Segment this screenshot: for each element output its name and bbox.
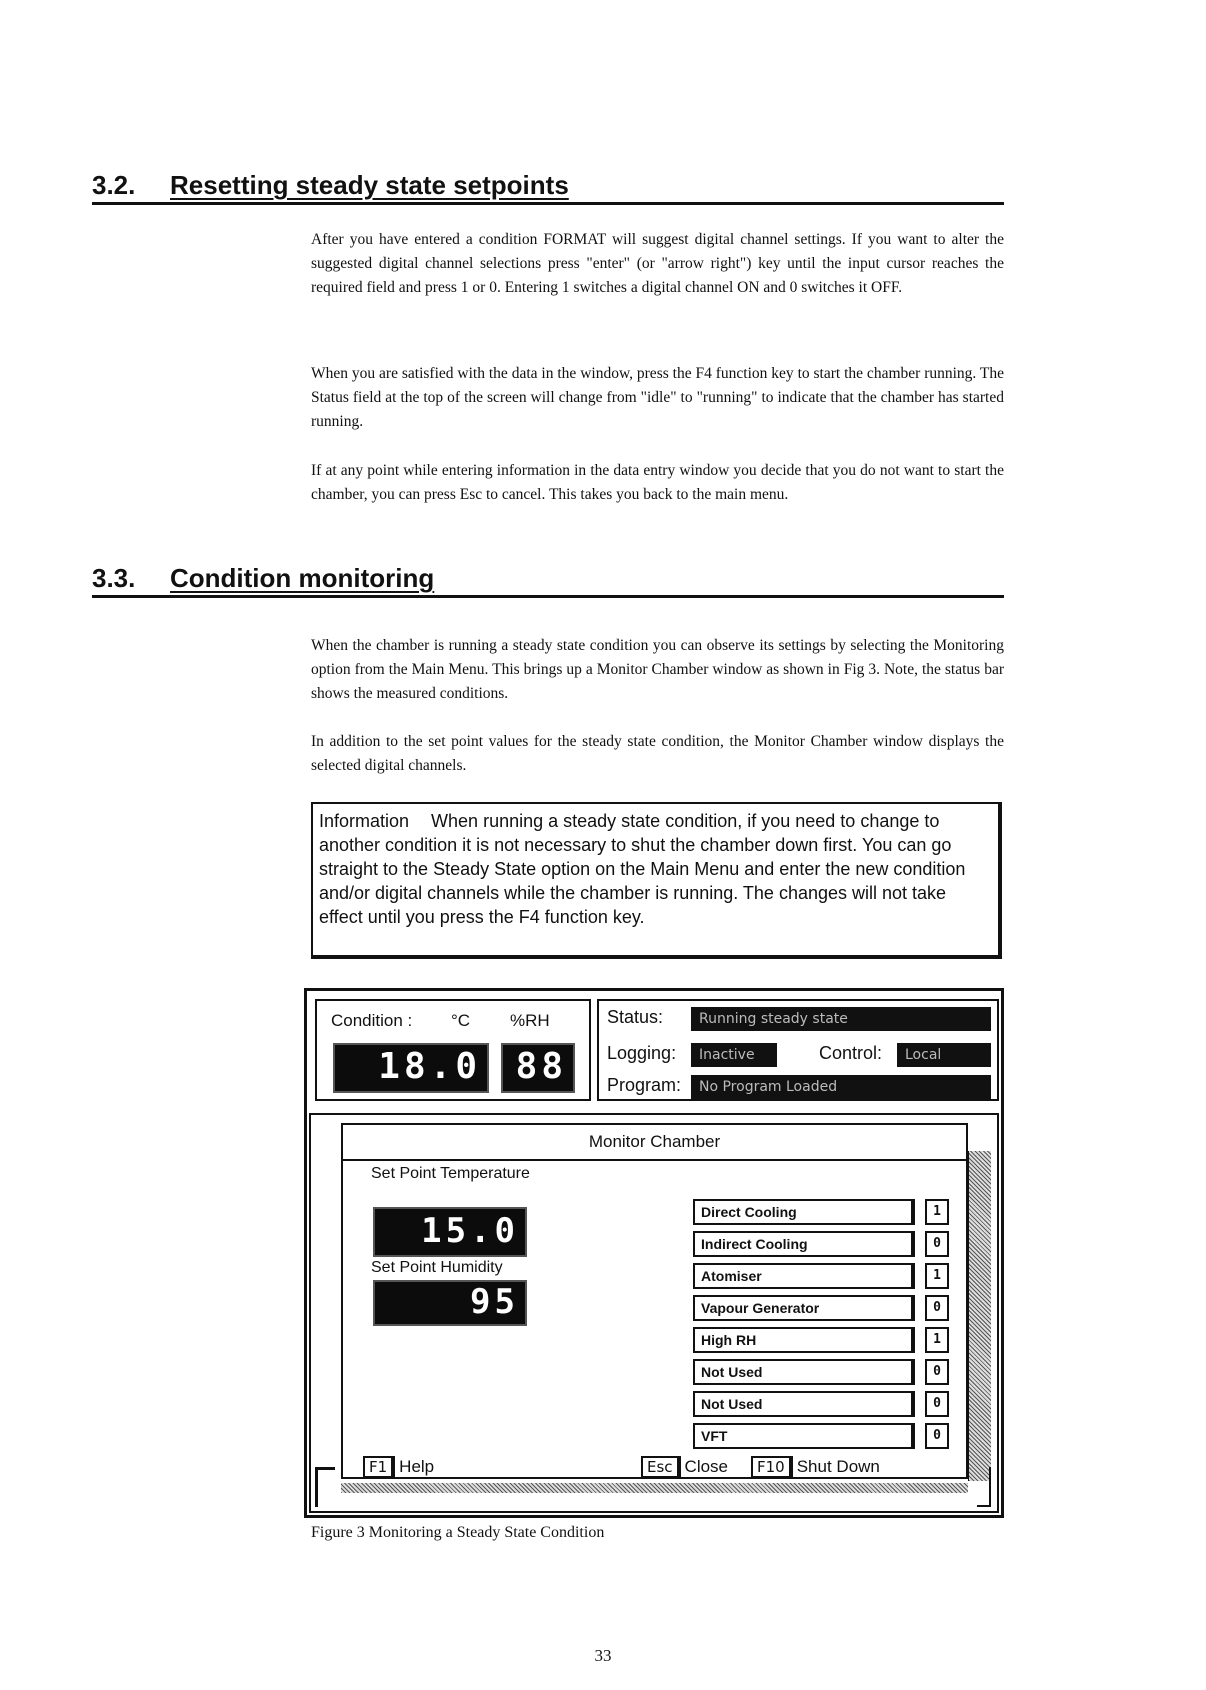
shutdown-label: Shut Down xyxy=(796,1457,880,1476)
window-corner-left xyxy=(315,1467,335,1507)
paragraph: If at any point while entering information in the data entry window you decide that you do not want to start the chamber, you can press Esc to cancel. This takes you back to the main menu. xyxy=(311,462,1004,503)
section-title: Condition monitoring xyxy=(170,563,435,593)
status-panel xyxy=(597,999,999,1101)
channel-name: Vapour Generator xyxy=(693,1295,915,1321)
paragraph: After you have entered a condition FORMAT will suggest digital channel settings. If you want to alter the suggested digital channel selections press "enter" (or "arrow right") key until the input cursor reaches the required field and press 1 or 0. Entering 1 switches a digital channel ON and 0 switches it OFF. xyxy=(311,231,1004,296)
channel-name: Atomiser xyxy=(693,1263,915,1289)
help-command[interactable] xyxy=(363,1453,434,1481)
unit-celsius: °C xyxy=(451,1011,471,1030)
channel-value[interactable]: 1 xyxy=(925,1199,949,1225)
control-label: Control: xyxy=(819,1043,883,1063)
monitor-outer-frame xyxy=(309,1113,999,1513)
info-label: Information xyxy=(319,811,410,831)
section-heading-3-2 xyxy=(92,170,1004,205)
channel-name: High RH xyxy=(693,1327,915,1353)
program-value: No Program Loaded xyxy=(691,1075,991,1099)
monitor-window-title: Monitor Chamber xyxy=(343,1125,966,1161)
program-label: Program: xyxy=(607,1075,682,1095)
help-label: Help xyxy=(399,1457,435,1476)
function-key-bar xyxy=(341,1453,968,1481)
set-point-humidity-label: Set Point Humidity xyxy=(371,1259,503,1276)
channel-name: Not Used xyxy=(693,1391,915,1417)
figure-caption: Figure 3 Monitoring a Steady State Condition xyxy=(311,1524,605,1541)
channel-value[interactable]: 0 xyxy=(925,1423,949,1449)
section-title: Resetting steady state setpoints xyxy=(170,170,569,200)
channel-value[interactable]: 1 xyxy=(925,1263,949,1289)
channel-value[interactable]: 0 xyxy=(925,1359,949,1385)
window-corner-right xyxy=(977,1467,991,1507)
section-number: 3.2. xyxy=(92,170,136,200)
horizontal-scrollbar[interactable] xyxy=(341,1483,968,1493)
set-point-humidity-display: 95 xyxy=(373,1280,527,1326)
channel-value[interactable]: 0 xyxy=(925,1231,949,1257)
humidity-display: 88 xyxy=(501,1043,575,1093)
close-label: Close xyxy=(684,1457,729,1476)
channel-name: Direct Cooling xyxy=(693,1199,915,1225)
monitor-chamber-window xyxy=(341,1123,968,1479)
channel-name: Indirect Cooling xyxy=(693,1231,915,1257)
control-value: Local xyxy=(897,1043,991,1067)
temperature-display: 18.0 xyxy=(333,1043,489,1093)
monitor-screenshot xyxy=(304,988,1004,1518)
condition-label: Condition : xyxy=(331,1011,413,1030)
section-number: 3.3. xyxy=(92,563,136,593)
channel-value[interactable]: 1 xyxy=(925,1327,949,1353)
section-heading-3-3 xyxy=(92,563,1004,598)
paragraph: In addition to the set point values for the steady state condition, the Monitor Chamber window displays the selected digital channels. xyxy=(311,733,1004,774)
set-point-temperature-label: Set Point Temperature xyxy=(371,1165,530,1182)
condition-panel xyxy=(315,999,591,1101)
channel-value[interactable]: 0 xyxy=(925,1295,949,1321)
paragraph: When the chamber is running a steady state condition you can observe its settings by selecting the Monitoring option from the Main Menu. This brings up a Monitor Chamber window as shown in Fig 3. Note, the status bar shows the measured conditions. xyxy=(311,637,1004,702)
logging-value: Inactive xyxy=(691,1043,777,1067)
status-value: Running steady state xyxy=(691,1007,991,1031)
shutdown-command[interactable] xyxy=(751,1453,880,1481)
paragraph: When you are satisfied with the data in the window, press the F4 function key to start the chamber running. The Status field at the top of the screen will change from "idle" to "running" to indicate that the chamber has started running. xyxy=(311,365,1004,430)
logging-label: Logging: xyxy=(607,1043,677,1063)
esc-key[interactable]: Esc xyxy=(641,1456,681,1479)
information-box xyxy=(311,802,1002,959)
status-label: Status: xyxy=(607,1007,664,1027)
channel-name: Not Used xyxy=(693,1359,915,1385)
channel-value[interactable]: 0 xyxy=(925,1391,949,1417)
set-point-temperature-display: 15.0 xyxy=(373,1207,527,1257)
status-area xyxy=(309,993,999,1108)
page-number: 33 xyxy=(594,1646,612,1665)
close-command[interactable] xyxy=(641,1453,728,1481)
unit-rh: %RH xyxy=(510,1011,550,1030)
channel-name: VFT xyxy=(693,1423,915,1449)
vertical-scrollbar[interactable] xyxy=(968,1151,991,1481)
f10-key[interactable]: F10 xyxy=(751,1456,793,1479)
info-text: When running a steady state condition, if you need to change to another condition it is not necessary to shut the chamber down first. You can go straight to the Steady State option on the Main Menu and enter the new condition and/or digital channels while the chamber is running. The changes will not take effect until you press the F4 function key. xyxy=(319,811,966,927)
f1-key[interactable]: F1 xyxy=(363,1456,395,1479)
